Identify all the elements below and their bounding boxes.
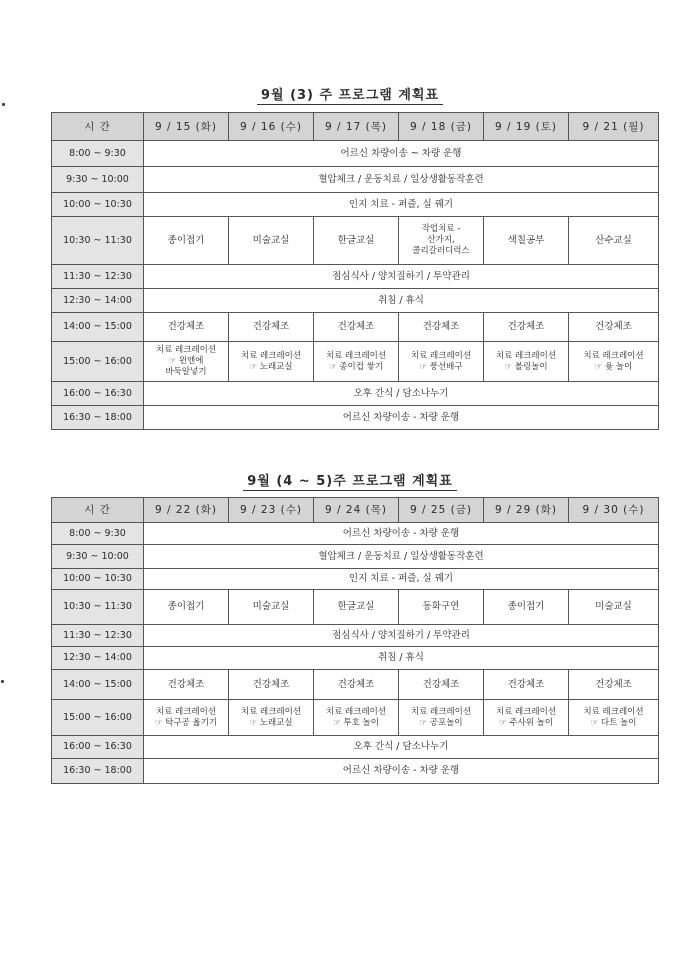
time-slot: 12:30 ~ 14:00 [52, 647, 144, 670]
activity-cell: 치료 레크레이션 ☞ 탁구공 옮기기 [144, 700, 229, 736]
activity-cell: 치료 레크레이션 ☞ 볼링놀이 [484, 342, 569, 382]
time-slot: 10:30 ~ 11:30 [52, 217, 144, 265]
schedule-row [52, 382, 659, 406]
week1-title-text: 9월 (3) 주 프로그램 계획표 [257, 88, 443, 105]
activity-cell: 치료 레크레이션 ☞ 노래교실 [229, 700, 314, 736]
activity-cell: 건강체조 [229, 670, 314, 700]
time-slot: 15:00 ~ 16:00 [52, 700, 144, 736]
schedule-row [52, 265, 659, 289]
date-header: 9 / 21 (월) [569, 113, 659, 141]
all-day-activity: 점심식사 / 양치질하기 / 투약관리 [144, 265, 659, 289]
time-slot: 9:30 ~ 10:00 [52, 545, 144, 569]
activity-cell: 종이접기 [144, 590, 229, 625]
week1-title [0, 84, 700, 103]
week2-title [0, 470, 700, 489]
schedule-row [52, 523, 659, 545]
week2-title-text: 9월 (4 ~ 5)주 프로그램 계획표 [243, 474, 457, 491]
activity-cell: 미술교실 [569, 590, 659, 625]
all-day-activity: 취침 / 휴식 [144, 647, 659, 670]
time-slot: 16:00 ~ 16:30 [52, 382, 144, 406]
schedule-row [52, 406, 659, 430]
activity-cell: 건강체조 [399, 313, 484, 342]
activity-cell: 색칠공부 [484, 217, 569, 265]
schedule-row [52, 141, 659, 167]
activity-cell: 건강체조 [144, 670, 229, 700]
date-header: 9 / 16 (수) [229, 113, 314, 141]
all-day-activity: 어르신 차량이송 ~ 차량 운행 [144, 141, 659, 167]
time-header: 시 간 [52, 113, 144, 141]
all-day-activity: 오후 간식 / 담소나누기 [144, 736, 659, 759]
time-slot: 12:30 ~ 14:00 [52, 289, 144, 313]
activity-cell: 산수교실 [569, 217, 659, 265]
schedule-row [52, 289, 659, 313]
date-header: 9 / 22 (화) [144, 498, 229, 523]
activity-cell: 건강체조 [569, 670, 659, 700]
header-row [52, 498, 659, 523]
activity-cell: 치료 레크레이션 ☞ 윷 놀이 [569, 342, 659, 382]
time-slot: 16:00 ~ 16:30 [52, 736, 144, 759]
time-slot: 14:00 ~ 15:00 [52, 313, 144, 342]
time-slot: 8:00 ~ 9:30 [52, 141, 144, 167]
all-day-activity: 점심식사 / 양치질하기 / 투약관리 [144, 625, 659, 647]
date-header: 9 / 23 (수) [229, 498, 314, 523]
activity-cell: 종이접기 [144, 217, 229, 265]
activity-cell: 건강체조 [314, 313, 399, 342]
activity-cell: 한글교실 [314, 590, 399, 625]
date-header: 9 / 18 (금) [399, 113, 484, 141]
activity-cell: 치료 레크레이션 ☞ 종이컵 쌓기 [314, 342, 399, 382]
time-header: 시 간 [52, 498, 144, 523]
time-slot: 11:30 ~ 12:30 [52, 265, 144, 289]
time-slot: 9:30 ~ 10:00 [52, 167, 144, 193]
time-slot: 10:30 ~ 11:30 [52, 590, 144, 625]
all-day-activity: 어르신 차량이송 - 차량 운행 [144, 406, 659, 430]
time-slot: 11:30 ~ 12:30 [52, 625, 144, 647]
time-slot: 8:00 ~ 9:30 [52, 523, 144, 545]
activity-cell: 치료 레크레이션 ☞ 투호 놀이 [314, 700, 399, 736]
activity-cell: 치료 레크레이션 ☞ 다트 놀이 [569, 700, 659, 736]
activity-cell: 한글교실 [314, 217, 399, 265]
schedule-row [52, 625, 659, 647]
all-day-activity: 혈압체크 / 운동치료 / 일상생활동작훈련 [144, 545, 659, 569]
all-day-activity: 인지 치료 - 퍼즐, 실 꿰기 [144, 569, 659, 590]
all-day-activity: 취침 / 휴식 [144, 289, 659, 313]
activity-cell: 건강체조 [569, 313, 659, 342]
activity-cell: 치료 레크레이션 ☞ 노래교실 [229, 342, 314, 382]
schedule-row [52, 736, 659, 759]
activity-cell: 건강체조 [399, 670, 484, 700]
time-slot: 16:30 ~ 18:00 [52, 759, 144, 784]
activity-cell: 치료 레크레이션 ☞ 풍선배구 [399, 342, 484, 382]
schedule-row [52, 545, 659, 569]
activity-cell: 종이접기 [484, 590, 569, 625]
schedule-row [52, 670, 659, 700]
scan-speck [2, 103, 5, 106]
date-header: 9 / 17 (목) [314, 113, 399, 141]
activity-cell: 건강체조 [144, 313, 229, 342]
schedule-row [52, 700, 659, 736]
all-day-activity: 어르신 차량이송 - 차량 운행 [144, 759, 659, 784]
time-slot: 16:30 ~ 18:00 [52, 406, 144, 430]
time-slot: 10:00 ~ 10:30 [52, 193, 144, 217]
schedule-row [52, 193, 659, 217]
activity-cell: 작업치료 - 산가지, 콜리갈러디럭스 [399, 217, 484, 265]
time-slot: 15:00 ~ 16:00 [52, 342, 144, 382]
scan-speck [1, 680, 4, 683]
date-header: 9 / 29 (화) [484, 498, 569, 523]
activity-cell: 치료 레크레이션 ☞ 공포놀이 [399, 700, 484, 736]
activity-cell: 건강체조 [484, 670, 569, 700]
schedule-row [52, 313, 659, 342]
schedule-row [52, 167, 659, 193]
schedule-row [52, 569, 659, 590]
activity-cell: 건강체조 [314, 670, 399, 700]
date-header: 9 / 25 (금) [399, 498, 484, 523]
time-slot: 14:00 ~ 15:00 [52, 670, 144, 700]
date-header: 9 / 19 (토) [484, 113, 569, 141]
activity-cell: 치료 레크레이션 ☞ 윈앤에 바둑알넣기 [144, 342, 229, 382]
schedule-row [52, 217, 659, 265]
activity-cell: 치료 레크레이션 ☞ 주사위 놀이 [484, 700, 569, 736]
schedule-row [52, 647, 659, 670]
all-day-activity: 인지 치료 - 퍼즐, 실 꿰기 [144, 193, 659, 217]
all-day-activity: 혈압체크 / 운동치료 / 일상생활동작훈련 [144, 167, 659, 193]
schedule-row [52, 342, 659, 382]
header-row [52, 113, 659, 141]
activity-cell: 미술교실 [229, 590, 314, 625]
week1-schedule-table [51, 112, 659, 430]
all-day-activity: 어르신 차량이송 - 차량 운행 [144, 523, 659, 545]
week2-schedule-table [51, 497, 659, 784]
activity-cell: 건강체조 [229, 313, 314, 342]
activity-cell: 동화구연 [399, 590, 484, 625]
activity-cell: 미술교실 [229, 217, 314, 265]
date-header: 9 / 30 (수) [569, 498, 659, 523]
schedule-row [52, 759, 659, 784]
date-header: 9 / 15 (화) [144, 113, 229, 141]
activity-cell: 건강체조 [484, 313, 569, 342]
date-header: 9 / 24 (목) [314, 498, 399, 523]
schedule-row [52, 590, 659, 625]
time-slot: 10:00 ~ 10:30 [52, 569, 144, 590]
all-day-activity: 오후 간식 / 담소나누기 [144, 382, 659, 406]
